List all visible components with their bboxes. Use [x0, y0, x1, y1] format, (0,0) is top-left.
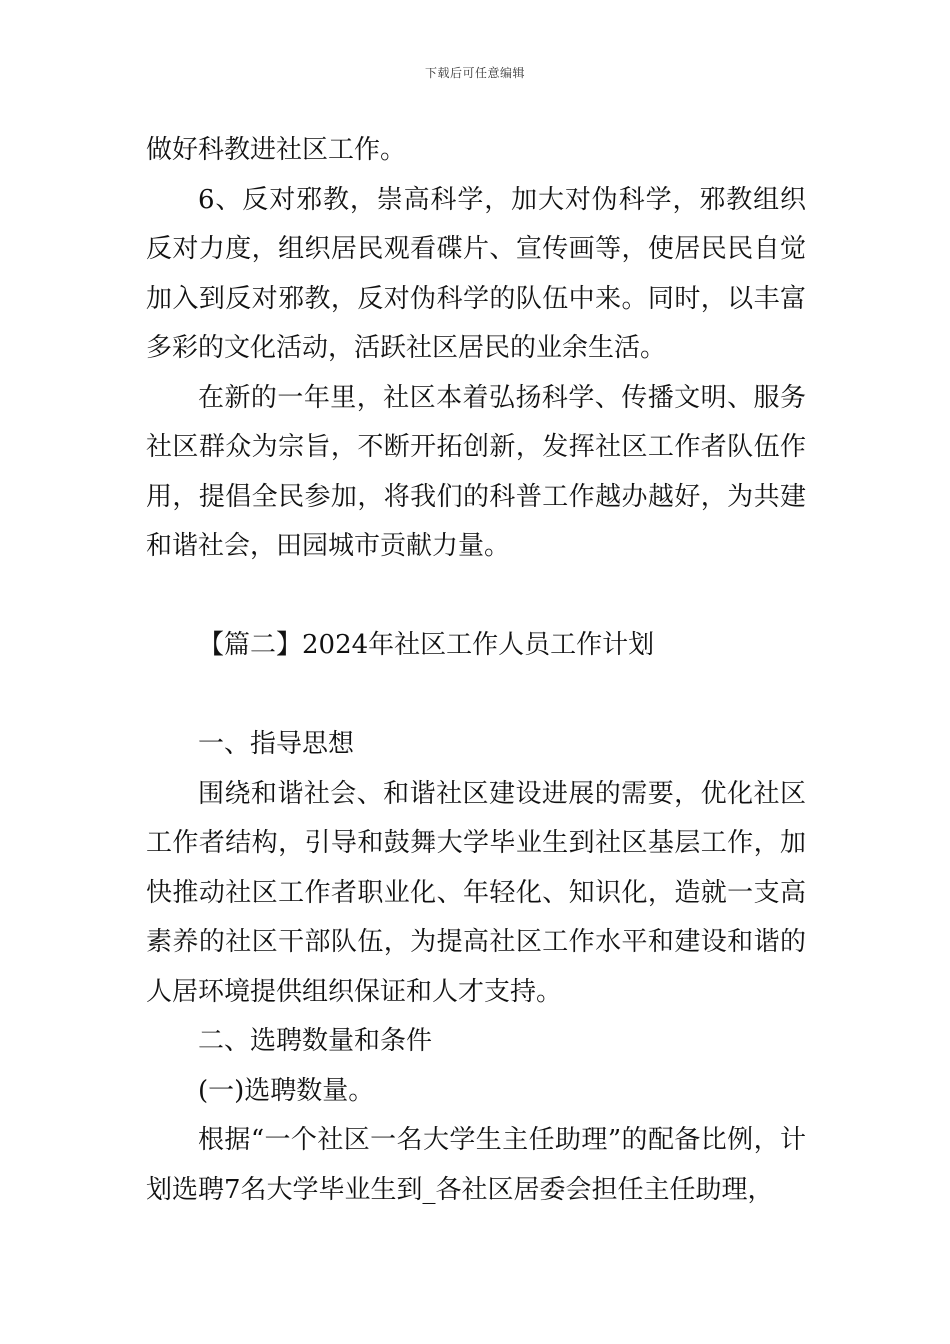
heading-guiding-thought: 一、指导思想 — [198, 729, 355, 759]
paragraph-new-year: 在新的一年里，社区本着弘扬科学、传播文明、服务社区群众为宗旨，不断开拓创新，发挥社区工作者队伍作用，提倡全民参加，将我们的科普工作越办越好，为共建和谐社会，田园城市贡献力量。 — [146, 382, 806, 561]
page-header: 下载后可任意编辑 — [424, 66, 525, 80]
spacer — [146, 670, 806, 720]
document-body — [146, 126, 806, 1215]
paragraph-guiding-thought: 围绕和谐社会、和谐社区建设进展的需要，优化社区工作者结构，引导和鼓舞大学毕业生到社区基层工作，加快推动社区工作者职业化、年轻化、知识化，造就一支高素养的社区干部队伍，为提高社区工作水平和建设和谐的人居环境提供组织保证和人才支持。 — [146, 778, 806, 1007]
paragraph-item-6: 6、反对邪教，崇高科学，加大对伪科学，邪教组织反对力度，组织居民观看碟片、宣传画等，使居民民自觉加入到反对邪教，反对伪科学的队伍中来。同时，以丰富多彩的文化活动，活跃社区居民的业余生活。 — [146, 184, 806, 363]
section-title: 【篇二】2024年社区工作人员工作计划 — [198, 629, 655, 660]
sub-heading-quota: (一)选聘数量。 — [198, 1075, 375, 1106]
paragraph-continued: 做好科教进社区工作。 — [146, 135, 407, 165]
paragraph-quota: 根据“一个社区一名大学生主任助理”的配备比例，计划选聘7名大学毕业生到_各社区居委会担任主任助理， — [146, 1125, 806, 1205]
spacer — [146, 572, 806, 621]
heading-selection: 二、选聘数量和条件 — [198, 1026, 433, 1056]
